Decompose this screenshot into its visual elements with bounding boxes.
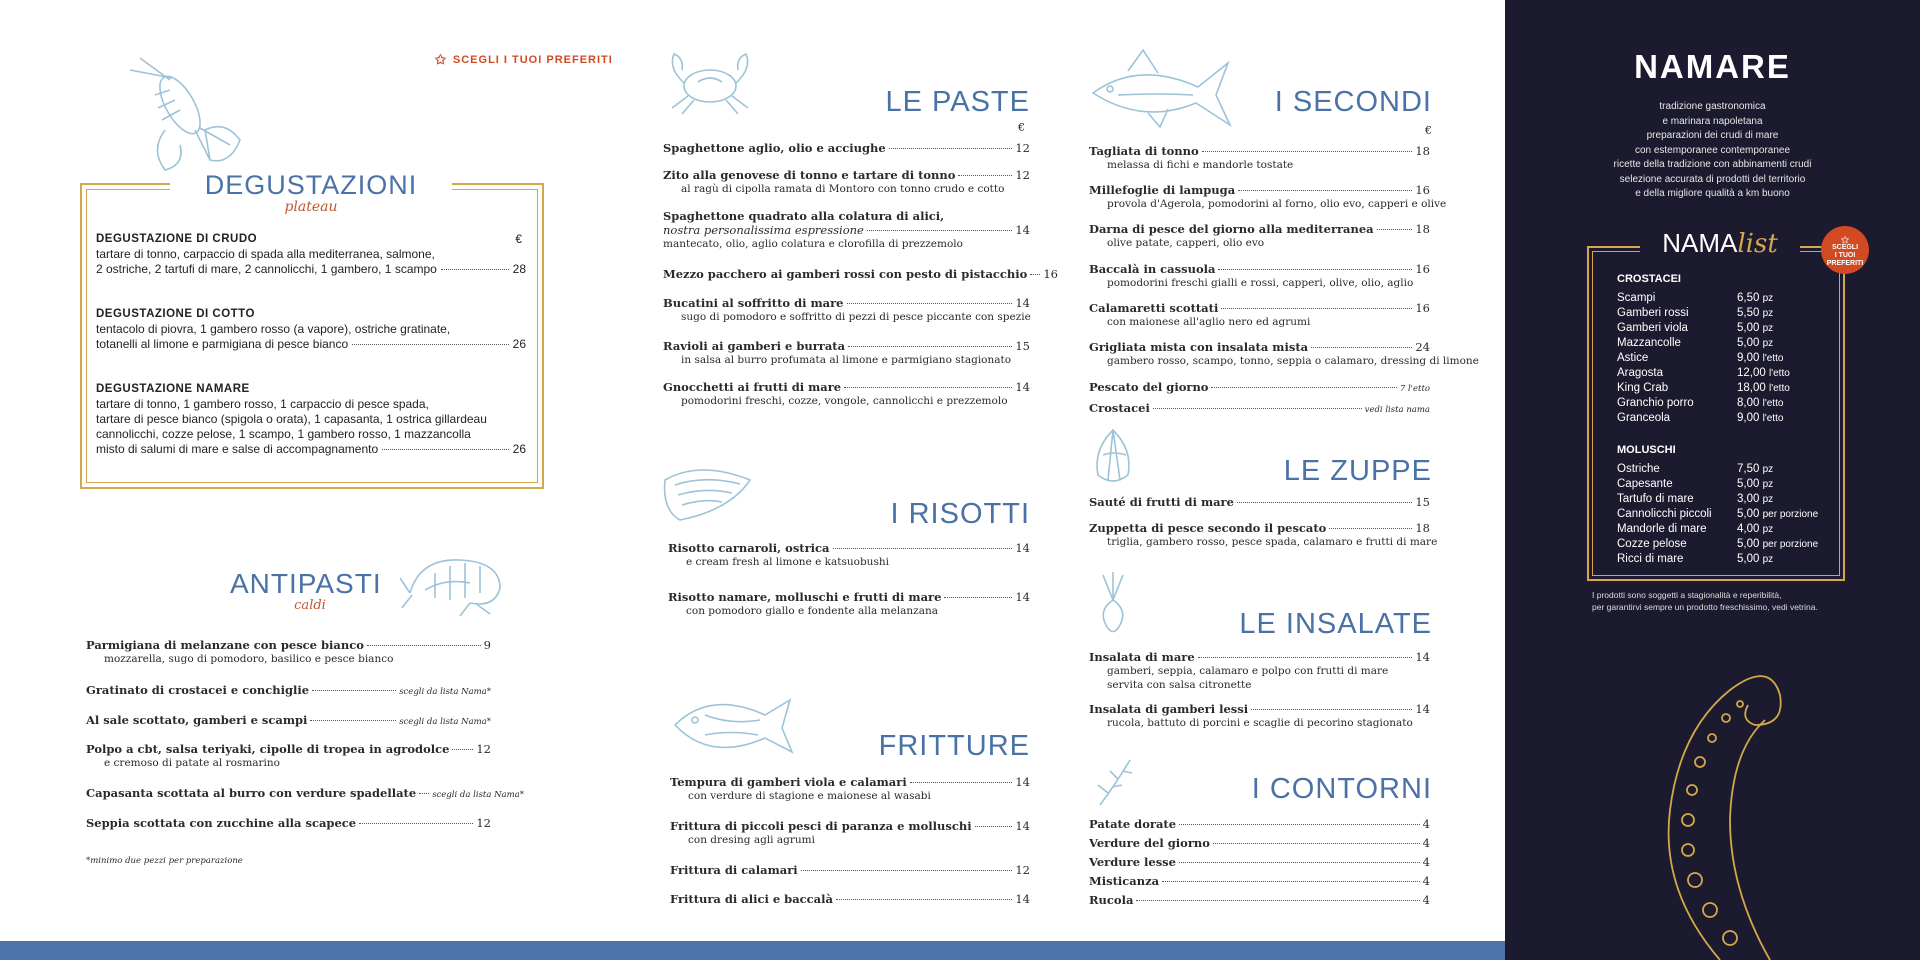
shrimp-icon bbox=[400, 548, 510, 618]
degustazioni-title: DEGUSTAZIONI bbox=[204, 170, 418, 200]
item-description: pomodorini freschi gialli e rossi, capperi, olive, olio, aglio bbox=[1107, 277, 1414, 289]
price: 26 bbox=[512, 442, 526, 456]
secondi-title: I SECONDI bbox=[1274, 86, 1432, 118]
menu-item bbox=[670, 863, 1030, 877]
namalist-item-name: Gamberi viola bbox=[1617, 322, 1688, 334]
namalist-item-name: Astice bbox=[1617, 352, 1649, 364]
secondi-currency: € bbox=[1425, 124, 1432, 137]
namalist-item-price: 5,00 pz bbox=[1737, 553, 1774, 565]
item-description: e cremoso di patate al rosmarino bbox=[104, 757, 281, 769]
crab-icon bbox=[660, 48, 760, 118]
paste-currency: € bbox=[1018, 121, 1025, 134]
brand-logo: NAMARE bbox=[1634, 48, 1791, 85]
contorni-title: I CONTORNI bbox=[1251, 773, 1432, 805]
item-price: 18 bbox=[1415, 521, 1430, 535]
crostacei-list: CROSTACEI Scampi 6,50 pz Gamberi rossi 5,50 pz Gamberi viola 5,00 pz Mazzancolle 5,00 pz Astice 9,00 l'etto Aragosta 12,00 l'etto King Crab 18,00 l'etto Granchio porro 8,00 l'etto Granceola 9,00 l'etto bbox=[1617, 273, 1790, 424]
item-description-2: servita con salsa citronette bbox=[1107, 679, 1252, 691]
namalist-row[interactable] bbox=[1617, 411, 1790, 426]
namalist-item-name: Tartufo di mare bbox=[1617, 493, 1694, 505]
item-price: 4 bbox=[1422, 817, 1430, 831]
item-price: scegli da lista Nama* bbox=[399, 717, 491, 727]
item-price: 14 bbox=[1015, 590, 1030, 604]
namalist-item-price: 9,00 l'etto bbox=[1737, 352, 1784, 364]
item-name: Frittura di calamari bbox=[670, 863, 798, 877]
menu-item bbox=[670, 775, 1030, 803]
item-price: 7 l'etto bbox=[1399, 384, 1430, 394]
namalist-item-price: 5,00 pz bbox=[1737, 337, 1774, 349]
menu-item bbox=[1089, 702, 1430, 730]
degustazioni-subtitle: plateau bbox=[284, 199, 338, 215]
namalist-row[interactable] bbox=[1617, 492, 1818, 507]
brand-tagline: tradizione gastronomica e marinara napoletana preparazioni dei crudi di mare con estemporanee contemporanee ricette della tradizione con abbinamenti crudi selezione accurata di prodotti del territorio e della migliore qualità a km buono bbox=[1613, 101, 1812, 199]
menu-item bbox=[1089, 301, 1430, 329]
item-description: provola d'Agerola, pomodorini al forno, olio evo, capperi e olive bbox=[1107, 198, 1447, 210]
menu-item bbox=[1089, 874, 1430, 888]
item-price: 16 bbox=[1415, 301, 1430, 315]
item-name: Risotto namare, molluschi e frutti di mare bbox=[668, 590, 942, 604]
namalist-row[interactable] bbox=[1617, 336, 1790, 351]
flatfish-icon bbox=[670, 690, 795, 765]
currency-label: € bbox=[515, 232, 522, 246]
item-description: in salsa al burro profumata al limone e parmigiano stagionato bbox=[681, 354, 1012, 366]
item-price: scegli da lista Nama* bbox=[432, 790, 524, 800]
item-price: 14 bbox=[1015, 223, 1030, 237]
item-name: Zuppetta di pesce secondo il pescato bbox=[1089, 521, 1327, 535]
namalist-row[interactable] bbox=[1617, 537, 1818, 552]
menu-item bbox=[86, 816, 491, 830]
namalist-row[interactable] bbox=[1617, 552, 1818, 567]
item-description: con dresing agli agrumi bbox=[688, 834, 815, 846]
namalist-item-name: Gamberi rossi bbox=[1617, 307, 1689, 319]
menu-item bbox=[1089, 650, 1430, 692]
item-price: 9 bbox=[483, 638, 491, 652]
item-name: Verdure del giorno bbox=[1089, 836, 1210, 850]
item-name: Spaghettone quadrato alla colatura di alici, bbox=[663, 209, 945, 223]
namalist-item-name: Granchio porro bbox=[1617, 397, 1694, 409]
namalist-row[interactable] bbox=[1617, 522, 1818, 537]
item-price: 14 bbox=[1015, 892, 1030, 906]
item-description: gamberi, seppia, calamaro e polpo con frutti di mare bbox=[1107, 665, 1389, 677]
namalist-item-name: Cannolicchi piccoli bbox=[1617, 508, 1712, 520]
item-name: Crostacei bbox=[1089, 401, 1150, 415]
item-price: 12 bbox=[1015, 863, 1030, 877]
antipasti-title: ANTIPASTI bbox=[230, 568, 382, 599]
menu-item bbox=[663, 267, 1058, 281]
menu-item bbox=[1089, 380, 1430, 396]
item-price: 14 bbox=[1015, 819, 1030, 833]
menu-item bbox=[86, 786, 524, 802]
item-price: vedi lista nama bbox=[1364, 405, 1430, 415]
item-price: 4 bbox=[1422, 855, 1430, 869]
paste-title: LE PASTE bbox=[885, 86, 1030, 118]
antipasti-note: *minimo due pezzi per preparazione bbox=[86, 856, 243, 866]
item-price: 18 bbox=[1415, 144, 1430, 158]
item-description: olive patate, capperi, olio evo bbox=[1107, 237, 1265, 249]
item-description: rucola, battuto di porcini e scaglie di pecorino stagionato bbox=[1107, 717, 1413, 729]
menu-item bbox=[1089, 817, 1430, 831]
namalist-row[interactable] bbox=[1617, 396, 1790, 411]
item-name: Ravioli ai gamberi e burrata bbox=[663, 339, 846, 353]
namalist-item-name: Aragosta bbox=[1617, 367, 1664, 379]
item-name: Darna di pesce del giorno alla mediterranea bbox=[1089, 222, 1374, 236]
item-name: Risotto carnaroli, ostrica bbox=[668, 541, 830, 555]
namalist-item-price: 5,00 per porzione bbox=[1737, 538, 1819, 550]
item-price: 12 bbox=[1015, 141, 1030, 155]
item-name: Sauté di frutti di mare bbox=[1089, 495, 1234, 509]
item-price: 14 bbox=[1015, 296, 1030, 310]
item-price: 14 bbox=[1415, 650, 1430, 664]
namalist-item-price: 4,00 pz bbox=[1737, 523, 1774, 535]
namalist-item-price: 3,00 pz bbox=[1737, 493, 1774, 505]
octopus-tentacle-icon bbox=[1600, 640, 1820, 960]
menu-item bbox=[1089, 401, 1430, 417]
namalist-item-name: King Crab bbox=[1617, 382, 1669, 394]
price: 26 bbox=[512, 337, 526, 351]
item-price: 14 bbox=[1015, 380, 1030, 394]
namalist-item-name: Ricci di mare bbox=[1617, 553, 1684, 565]
item-price: 16 bbox=[1043, 267, 1058, 281]
item-description: con pomodoro giallo e fondente alla melanzana bbox=[686, 605, 938, 617]
menu-item bbox=[1089, 144, 1430, 172]
item-price: 14 bbox=[1015, 775, 1030, 789]
namalist-item-price: 7,50 pz bbox=[1737, 463, 1774, 475]
item-name: Frittura di alici e baccalà bbox=[670, 892, 833, 906]
degustazione-cotto-name: DEGUSTAZIONE DI COTTO bbox=[96, 308, 255, 320]
item-name: Tagliata di tonno bbox=[1089, 144, 1199, 158]
item-name: Polpo a cbt, salsa teriyaki, cipolle di tropea in agrodolce bbox=[86, 742, 450, 756]
choose-favorites-link[interactable]: ✩ SCEGLI I TUOI PREFERITI bbox=[435, 52, 613, 67]
zuppe-title: LE ZUPPE bbox=[1283, 455, 1432, 487]
item-name: Insalata di gamberi lessi bbox=[1089, 702, 1249, 716]
namalist-item-price: 12,00 l'etto bbox=[1737, 367, 1790, 379]
item-price: 15 bbox=[1415, 495, 1430, 509]
item-price: 16 bbox=[1415, 262, 1430, 276]
item-price: 12 bbox=[476, 816, 491, 830]
item-description: mantecato, olio, aglio colatura e clorofilla di prezzemolo bbox=[663, 238, 963, 250]
item-name: Frittura di piccoli pesci di paranza e molluschi bbox=[670, 819, 972, 833]
star-icon: ✩ bbox=[435, 52, 447, 67]
item-name: Seppia scottata con zucchine alla scapece bbox=[86, 816, 357, 830]
item-name: Capasanta scottata al burro con verdure spadellate bbox=[86, 786, 417, 800]
menu-item bbox=[1089, 183, 1447, 211]
tuna-icon bbox=[1088, 45, 1233, 130]
menu-item bbox=[86, 683, 491, 699]
item-name: Grigliata mista con insalata mista bbox=[1089, 340, 1309, 354]
menu-item bbox=[1089, 893, 1430, 907]
item-price: 4 bbox=[1422, 836, 1430, 850]
risotti-title: I RISOTTI bbox=[890, 498, 1030, 530]
price: 28 bbox=[512, 262, 526, 276]
namalist-row[interactable] bbox=[1617, 381, 1790, 396]
namalist-item-price: 18,00 l'etto bbox=[1737, 382, 1790, 394]
menu-item bbox=[1089, 340, 1479, 368]
namalist-item-price: 9,00 l'etto bbox=[1737, 412, 1784, 424]
namalist-item-price: 6,50 pz bbox=[1737, 292, 1774, 304]
namalist-note: I prodotti sono soggetti a stagionalità e reperibilità, per garantirvi sempre un prodotto freschissimo, vedi vetrina. bbox=[1592, 590, 1818, 612]
degustazioni-list: DEGUSTAZIONE DI CRUDO € tartare di tonno, carpaccio di spada alla mediterranea, salmone, 2 ostriche, 2 tartufi di mare, 2 cannolicchi, 1 gambero, 1 scampo 28 DEGUSTAZIONE DI COTTO tentacolo di piovra, 1 gambero rosso (a vapore), ostriche gratinate, totanelli al limone e parmigiana di pesce bianco 26 DEGUSTAZIONE NAMARE tartare di tonno, 1 gambero rosso, 1 carpaccio di pesce spada, tartare di pesce bianco (spigola o orata), 1 capasanta, 1 ostrica gillardeau cannolicchi, cozze pelose, 1 scampo, 1 gambero rosso, 1 mazzancolla misto di salumi di mare e salse di accompagnamento 26 bbox=[96, 232, 526, 456]
namalist-item-name: Capesante bbox=[1617, 478, 1673, 490]
lobster-icon bbox=[110, 50, 250, 180]
item-price: 4 bbox=[1422, 893, 1430, 907]
degustazione-crudo-name: DEGUSTAZIONE DI CRUDO bbox=[96, 233, 258, 245]
item-name: Gratinato di crostacei e conchiglie bbox=[86, 683, 310, 697]
insalate-title: LE INSALATE bbox=[1239, 608, 1432, 640]
item-description: triglia, gambero rosso, pesce spada, calamaro e frutti di mare bbox=[1107, 536, 1438, 548]
namalist-item-name: Cozze pelose bbox=[1617, 538, 1687, 550]
radish-icon bbox=[1088, 570, 1138, 640]
item-name: Insalata di mare bbox=[1089, 650, 1195, 664]
menu-item bbox=[1089, 222, 1430, 250]
item-description: e cream fresh al limone e katsuobushi bbox=[686, 556, 889, 568]
namalist-item-name: Ostriche bbox=[1617, 463, 1660, 475]
namalist-item-price: 8,00 l'etto bbox=[1737, 397, 1784, 409]
item-name: Spaghettone aglio, olio e acciughe bbox=[663, 141, 886, 155]
item-price: scegli da lista Nama* bbox=[399, 687, 491, 697]
namalist-row[interactable] bbox=[1617, 507, 1818, 522]
menu-item bbox=[86, 638, 491, 666]
menu-item bbox=[663, 339, 1030, 367]
item-name: Bucatini al soffritto di mare bbox=[663, 296, 844, 310]
item-description: mozzarella, sugo di pomodoro, basilico e pesce bianco bbox=[104, 653, 394, 665]
item-price: 14 bbox=[1415, 702, 1430, 716]
namalist-row[interactable] bbox=[1617, 366, 1790, 381]
menu-item bbox=[663, 168, 1030, 196]
menu-item bbox=[663, 296, 1030, 324]
item-name: Mezzo pacchero ai gamberi rossi con pesto di pistacchio bbox=[663, 267, 1028, 281]
item-name: Patate dorate bbox=[1089, 817, 1177, 831]
item-description: al ragù di cipolla ramata di Montoro con tonno crudo e cotto bbox=[681, 183, 1005, 195]
menu-item bbox=[663, 141, 1030, 155]
item-name: Zito alla genovese di tonno e tartare di tonno bbox=[663, 168, 956, 182]
item-name: Parmigiana di melanzane con pesce bianco bbox=[86, 638, 364, 652]
namalist-item-name: Scampi bbox=[1617, 292, 1656, 304]
item-name: Rucola bbox=[1089, 893, 1134, 907]
item-name: Gnocchetti ai frutti di mare bbox=[663, 380, 842, 394]
menu-item bbox=[670, 819, 1030, 847]
menu-item bbox=[663, 380, 1030, 408]
item-price: 24 bbox=[1415, 340, 1430, 354]
namalist-row[interactable] bbox=[1617, 462, 1818, 477]
item-description: pomodorini freschi, cozze, vongole, cannolicchi e prezzemolo bbox=[681, 395, 1008, 407]
star-icon: ✩ bbox=[1841, 235, 1849, 245]
namalist-row[interactable] bbox=[1617, 291, 1790, 306]
bottom-bar bbox=[0, 941, 1505, 960]
item-price: 16 bbox=[1415, 183, 1430, 197]
favorites-badge[interactable]: ✩ SCEGLI I TUOI PREFERITI bbox=[1821, 226, 1869, 274]
item-name: Tempura di gamberi viola e calamari bbox=[670, 775, 907, 789]
item-price: 12 bbox=[476, 742, 491, 756]
degustazione-namare-name: DEGUSTAZIONE NAMARE bbox=[96, 383, 250, 395]
item-price: 4 bbox=[1422, 874, 1430, 888]
menu-item bbox=[1089, 855, 1430, 869]
item-name: Calamaretti scottati bbox=[1089, 301, 1219, 315]
menu-item bbox=[668, 541, 1030, 569]
antipasti-subtitle: caldi bbox=[294, 598, 326, 613]
namalist-row[interactable] bbox=[1617, 306, 1790, 321]
menu-item bbox=[1089, 495, 1430, 509]
item-description: sugo di pomodoro e soffritto di pezzi di pesce piccante con spezie bbox=[681, 311, 1031, 323]
namalist-item-price: 5,50 pz bbox=[1737, 307, 1774, 319]
menu-item bbox=[86, 742, 491, 770]
menu-item bbox=[1089, 521, 1438, 549]
menu-item bbox=[86, 713, 491, 729]
item-price: 12 bbox=[1015, 168, 1030, 182]
mussel-icon bbox=[660, 460, 755, 530]
item-price: 18 bbox=[1415, 222, 1430, 236]
item-description: con verdure di stagione e maionese al wasabi bbox=[688, 790, 931, 802]
menu-item bbox=[1089, 262, 1430, 290]
item-name: Pescato del giorno bbox=[1089, 380, 1209, 394]
item-name: Misticanza bbox=[1089, 874, 1160, 888]
item-price: 15 bbox=[1015, 339, 1030, 353]
item-name: Millefoglie di lampuga bbox=[1089, 183, 1236, 197]
namalist-row[interactable] bbox=[1617, 477, 1818, 492]
fritture-title: FRITTURE bbox=[878, 730, 1030, 762]
namalist-row[interactable] bbox=[1617, 321, 1790, 336]
item-description: melassa di fichi e mandorle tostate bbox=[1107, 159, 1294, 171]
namalist-item-name: Mazzancolle bbox=[1617, 337, 1681, 349]
namalist-item-name: Granceola bbox=[1617, 412, 1671, 424]
shell-icon bbox=[1088, 425, 1138, 490]
namalist-title: NAMAlist bbox=[1640, 228, 1800, 268]
namalist-item-price: 5,00 per porzione bbox=[1737, 508, 1819, 520]
namalist-item-name: Mandorle di mare bbox=[1617, 523, 1707, 535]
herb-icon bbox=[1090, 755, 1140, 810]
menu-item bbox=[663, 209, 1030, 251]
item-description: gambero rosso, scampo, tonno, seppia o calamaro, dressing di limone bbox=[1107, 355, 1479, 367]
namalist-row[interactable] bbox=[1617, 351, 1790, 366]
item-price: 14 bbox=[1015, 541, 1030, 555]
menu-item bbox=[1089, 836, 1430, 850]
item-name: Baccalà in cassuola bbox=[1089, 262, 1216, 276]
item-name: Verdure lesse bbox=[1089, 855, 1176, 869]
item-description: con maionese all'aglio nero ed agrumi bbox=[1107, 316, 1311, 328]
item-name-2: nostra personalissima espressione bbox=[663, 223, 864, 237]
menu-item bbox=[670, 892, 1030, 906]
item-name: Al sale scottato, gamberi e scampi bbox=[86, 713, 308, 727]
namalist-item-price: 5,00 pz bbox=[1737, 322, 1774, 334]
namalist-item-price: 5,00 pz bbox=[1737, 478, 1774, 490]
molluschi-list: MOLUSCHI Ostriche 7,50 pz Capesante 5,00 pz Tartufo di mare 3,00 pz Cannolicchi piccoli 5,00 per porzione Mandorle di mare 4,00 pz Cozze pelose 5,00 per porzione Ricci di mare 5,00 pz bbox=[1617, 444, 1819, 565]
menu-item bbox=[668, 590, 1030, 618]
